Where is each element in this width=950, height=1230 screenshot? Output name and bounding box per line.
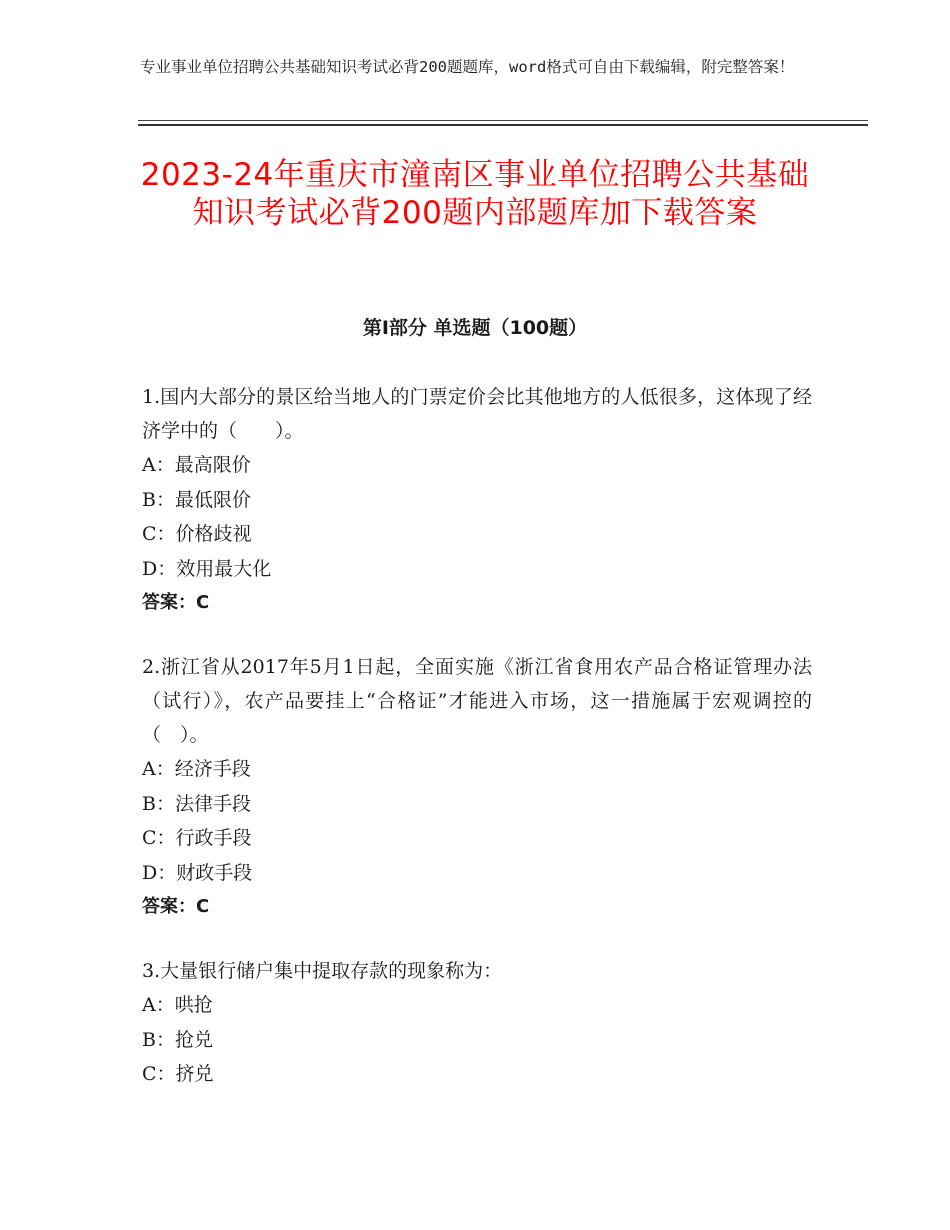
question-2	[142, 650, 812, 924]
option-c: C：行政手段	[142, 827, 252, 849]
header-rule-thick	[138, 124, 868, 126]
question-list	[142, 380, 812, 1122]
header-note: 专业事业单位招聘公共基础知识考试必背200题题库，word格式可自由下载编辑，附完整答案！	[140, 58, 795, 76]
option-d: D：财政手段	[142, 861, 253, 884]
document-title: 2023-24年重庆市潼南区事业单位招聘公共基础知识考试必背200题内部题库加下载答案	[140, 157, 810, 231]
option-b: B：抢兑	[142, 1028, 213, 1051]
option-c: C：价格歧视	[142, 523, 252, 545]
question-1	[142, 380, 812, 620]
question-stem: 3.大量银行储户集中提取存款的现象称为：	[142, 960, 503, 982]
answer-label: 答案：C	[142, 896, 210, 917]
option-b: B：法律手段	[142, 792, 251, 815]
option-a: A：经济手段	[142, 758, 251, 780]
answer-label: 答案：C	[142, 592, 210, 613]
option-c: C：挤兑	[142, 1063, 214, 1085]
option-a: A：哄抢	[142, 994, 213, 1016]
section-title: 第Ⅰ部分 单选题（100题）	[362, 317, 588, 339]
question-stem: 2.浙江省从2017年5月1日起，全面实施《浙江省食用农产品合格证管理办法（试行）》，农产品要挂上“合格证”才能进入市场，这一措施属于宏观调控的（ ）。	[142, 656, 812, 746]
option-d: D：效用最大化	[142, 557, 272, 580]
option-b: B：最低限价	[142, 488, 251, 511]
question-3	[142, 954, 812, 1092]
header-rule-thin	[138, 120, 868, 121]
option-a: A：最高限价	[142, 454, 251, 476]
question-stem: 1.国内大部分的景区给当地人的门票定价会比其他地方的人低很多，这体现了经济学中的（ ）。	[142, 386, 812, 442]
